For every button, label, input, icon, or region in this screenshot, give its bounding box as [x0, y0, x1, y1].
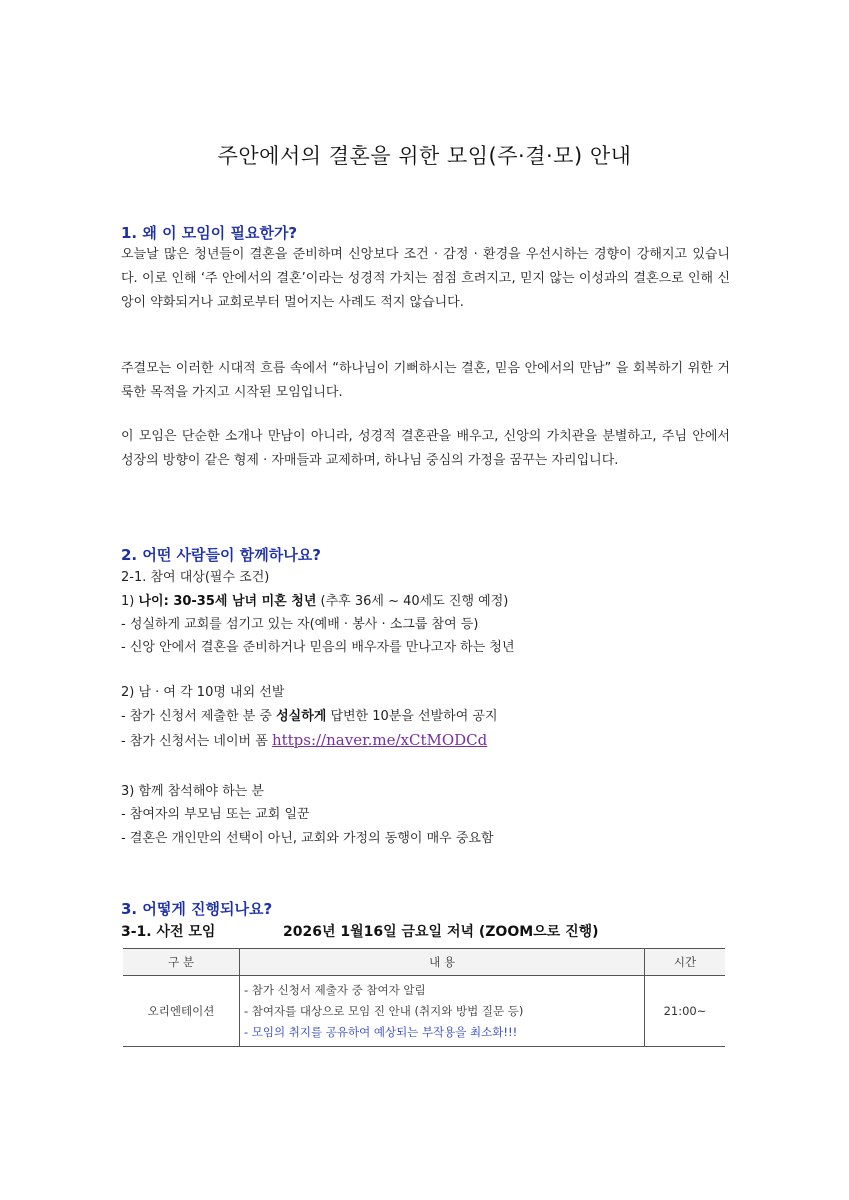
section2-subheading: 2-1. 참여 대상(필수 조건)	[121, 570, 270, 585]
pre-meeting-subheading	[121, 921, 599, 941]
selection-heading: 2) 남 · 여 각 10명 내외 선발	[121, 685, 285, 700]
criteria-age-prefix: 1)	[121, 594, 139, 609]
content-line-1: - 참가 신청서 제출자 중 참여자 알림	[244, 982, 426, 997]
pre-meeting-label: 3-1. 사전 모임	[121, 924, 216, 940]
companion-item-b: - 결혼은 개인만의 선택이 아닌, 교회와 가정의 동행이 매우 중요함	[121, 831, 494, 846]
table-cell-category: 오리엔테이션	[123, 976, 240, 1047]
selection-item-a-post: 답변한 10분을 선발하여 공지	[326, 709, 498, 724]
section1-paragraph-2: 주결모는 이러한 시대적 흐름 속에서 “하나님이 기뻐하시는 결혼, 믿음 안에서의 만남” 을 회복하기 위한 거룩한 목적을 가지고 시작된 모임입니다.	[121, 361, 730, 400]
criteria-age-bold: 나이: 30-35세 남녀 미혼 청년	[138, 594, 317, 609]
document-title: 주안에서의 결혼을 위한 모임(주·결·모) 안내	[217, 144, 632, 168]
criteria-item-b: - 신앙 안에서 결혼을 준비하거나 믿음의 배우자를 만나고자 하는 청년	[121, 640, 515, 655]
selection-item-a-bold: 성실하게	[276, 709, 327, 724]
companion-item-a: - 참여자의 부모님 또는 교회 일꾼	[121, 807, 310, 822]
table-header-category: 구 분	[123, 949, 240, 976]
pre-meeting-date: 2026년 1월16일 금요일 저녁 (ZOOM으로 진행)	[283, 924, 599, 940]
selection-item-b-pre: - 참가 신청서는 네이버 폼	[121, 734, 272, 749]
content-line-2: - 참여자를 대상으로 모임 진 안내 (취지와 방법 질문 등)	[244, 1003, 524, 1018]
table-cell-content	[240, 976, 645, 1047]
table-header-row	[123, 949, 725, 976]
table-cell-time: 21:00~	[645, 976, 726, 1047]
section1-heading: 1. 왜 이 모임이 필요한가?	[121, 224, 298, 242]
section1-paragraph-3: 이 모임은 단순한 소개나 만남이 아니라, 성경적 결혼관을 배우고, 신앙의 가치관을 분별하고, 주님 안에서 성장의 방향이 같은 형제 · 자매들과 교제하며, 하나님 중심의 가정을 꿈꾸는 자리입니다.	[121, 429, 730, 468]
application-form-link[interactable]: https://naver.me/xCtMODCd	[271, 731, 488, 749]
selection-item-b	[121, 728, 487, 754]
criteria-age-note: (추후 36세 ~ 40세도 진행 예정)	[316, 594, 509, 609]
section1-paragraph-1: 오늘날 많은 청년들이 결혼을 준비하며 신앙보다 조건 · 감정 · 환경을 우선시하는 경향이 강해지고 있습니다. 이로 인해 ‘주 안에서의 결혼’이라는 성경적 가치는 점점 흐려지고, 믿지 않는 이성과의 결혼으로 인해 신앙이 약화되거나 교회로부터 멀어지는 사례도 적지 않습니다.	[121, 247, 730, 310]
criteria-age	[121, 590, 508, 614]
section3-heading: 3. 어떻게 진행되나요?	[121, 900, 273, 918]
section2-heading: 2. 어떤 사람들이 함께하나요?	[121, 546, 321, 564]
criteria-item-a: - 성실하게 교회를 섬기고 있는 자(예배 · 봉사 · 소그룹 참여 등)	[121, 617, 479, 632]
schedule-table	[123, 948, 725, 1047]
table-header-time: 시간	[645, 949, 726, 976]
content-line-3: - 모임의 취지를 공유하여 예상되는 부작용을 최소화!!!	[244, 1024, 518, 1039]
companion-heading: 3) 함께 참석해야 하는 분	[121, 784, 264, 799]
table-row	[123, 976, 725, 1047]
selection-item-a-pre: - 참가 신청서 제출한 분 중	[121, 709, 277, 724]
selection-item-a	[121, 705, 498, 729]
table-header-content: 내 용	[240, 949, 645, 976]
